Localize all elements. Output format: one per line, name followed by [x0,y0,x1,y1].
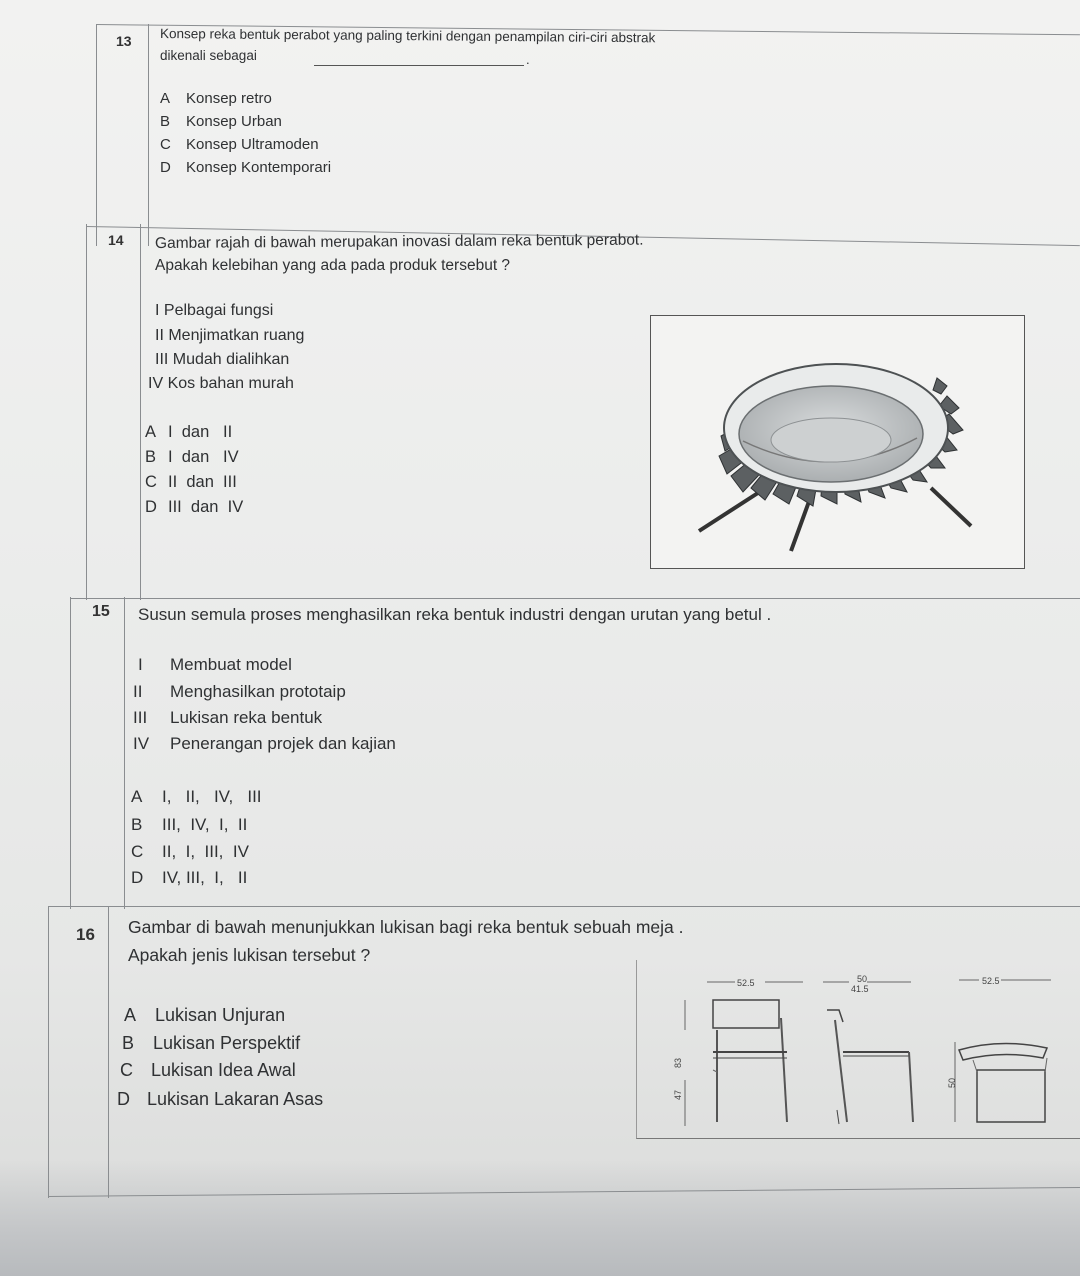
question-number: 14 [108,232,124,248]
option-letter: C [120,1060,133,1080]
outer-left-border [86,224,87,600]
question-stem: Gambar rajah di bawah merupakan inovasi dalam reka bentuk perabot. [154,231,644,252]
dimension-label: 83 [673,1057,683,1068]
option-letter: A [131,787,143,806]
option-text: Konsep Kontemporari [186,159,332,176]
option-text: Lukisan Idea Awal [151,1060,296,1080]
statement-text: Penerangan projek dan kajian [170,734,396,753]
chair-leg [791,496,811,551]
option-text: Lukisan Lakaran Asas [147,1089,324,1109]
outer-left-border [96,24,97,246]
number-column-divider [148,24,149,246]
option-letter: D [145,498,157,516]
dimension-label: 52.5 [737,978,755,988]
option-text: Konsep Ultramoden [186,136,319,153]
question-stem: dikenali sebagai [160,48,257,63]
option-letter: B [145,448,157,466]
option-text: II, I, III, IV [162,842,249,861]
outer-left-border [48,906,49,1198]
dimension-label: 41.5 [851,984,869,994]
option-text: I, II, IV, III [162,787,262,806]
outer-left-border [70,597,71,909]
answer-blank [314,65,524,66]
option-text: IV, III, I, II [162,868,248,887]
question-stem: Gambar di bawah menunjukkan lukisan bagi reka bentuk sebuah meja . [128,917,684,937]
statement: II Menjimatkan ruang [155,327,305,344]
option-letter: D [131,868,144,887]
statement-text: Membuat model [170,655,292,674]
question-stem: Apakah kelebihan yang ada pada produk tersebut ? [155,257,511,274]
option-text: Konsep retro [186,90,272,107]
statement-number: II [133,682,143,701]
option-text: Lukisan Perspektif [153,1033,301,1053]
option-text: III, IV, I, II [162,815,248,834]
option-text: III dan IV [168,498,244,516]
dimension-label: 50 [857,974,868,984]
question-stem: Susun semula proses menghasilkan reka bentuk industri dengan urutan yang betul . [138,605,772,624]
option-letter: C [160,136,171,153]
statement-number: I [138,655,143,674]
dimension-label: 47 [673,1089,683,1100]
option-text: II dan III [168,473,237,491]
option-letter: C [145,473,157,491]
statement-text: Menghasilkan prototaip [170,682,346,701]
option-letter: A [145,423,157,441]
option-letter: B [122,1033,135,1053]
chair-leg [931,488,971,526]
statement: III Mudah dialihkan [155,351,290,368]
option-letter: B [160,113,171,130]
statement-text: Lukisan reka bentuk [170,708,323,727]
number-column-divider [140,224,141,600]
number-column-divider [108,906,109,1198]
question-number: 15 [92,603,110,620]
option-letter: D [160,159,171,176]
question-number: 13 [116,33,132,49]
dimension-label: 50 [947,1077,957,1088]
table-orthographic-drawing [636,960,1080,1139]
option-letter: A [124,1005,137,1025]
option-letter: B [131,815,143,834]
blank-period: . [526,52,530,67]
option-text: Lukisan Unjuran [155,1005,286,1025]
option-letter: A [160,90,171,107]
option-letter: C [131,842,144,861]
number-column-divider [124,597,125,909]
dimension-label: 52.5 [982,976,1000,986]
option-text: I dan II [168,423,233,441]
chair-leg [699,491,761,531]
chair-image [650,315,1025,569]
chair-illustration [651,316,1024,568]
row-divider [70,598,1080,599]
option-text: I dan IV [168,448,239,466]
question-stem: Apakah jenis lukisan tersebut ? [128,945,371,965]
paper-edge-shadow [0,1160,1080,1276]
statement: IV Kos bahan murah [148,375,294,392]
question-number: 16 [76,925,95,944]
row-divider [48,906,1080,907]
statement-number: IV [133,734,150,753]
statement: I Pelbagai fungsi [155,302,274,319]
option-letter: D [117,1089,130,1109]
option-text: Konsep Urban [186,113,282,130]
question-stem: Konsep reka bentuk perabot yang paling terkini dengan penampilan ciri-ciri abstrak [159,26,656,46]
statement-number: III [133,708,148,727]
